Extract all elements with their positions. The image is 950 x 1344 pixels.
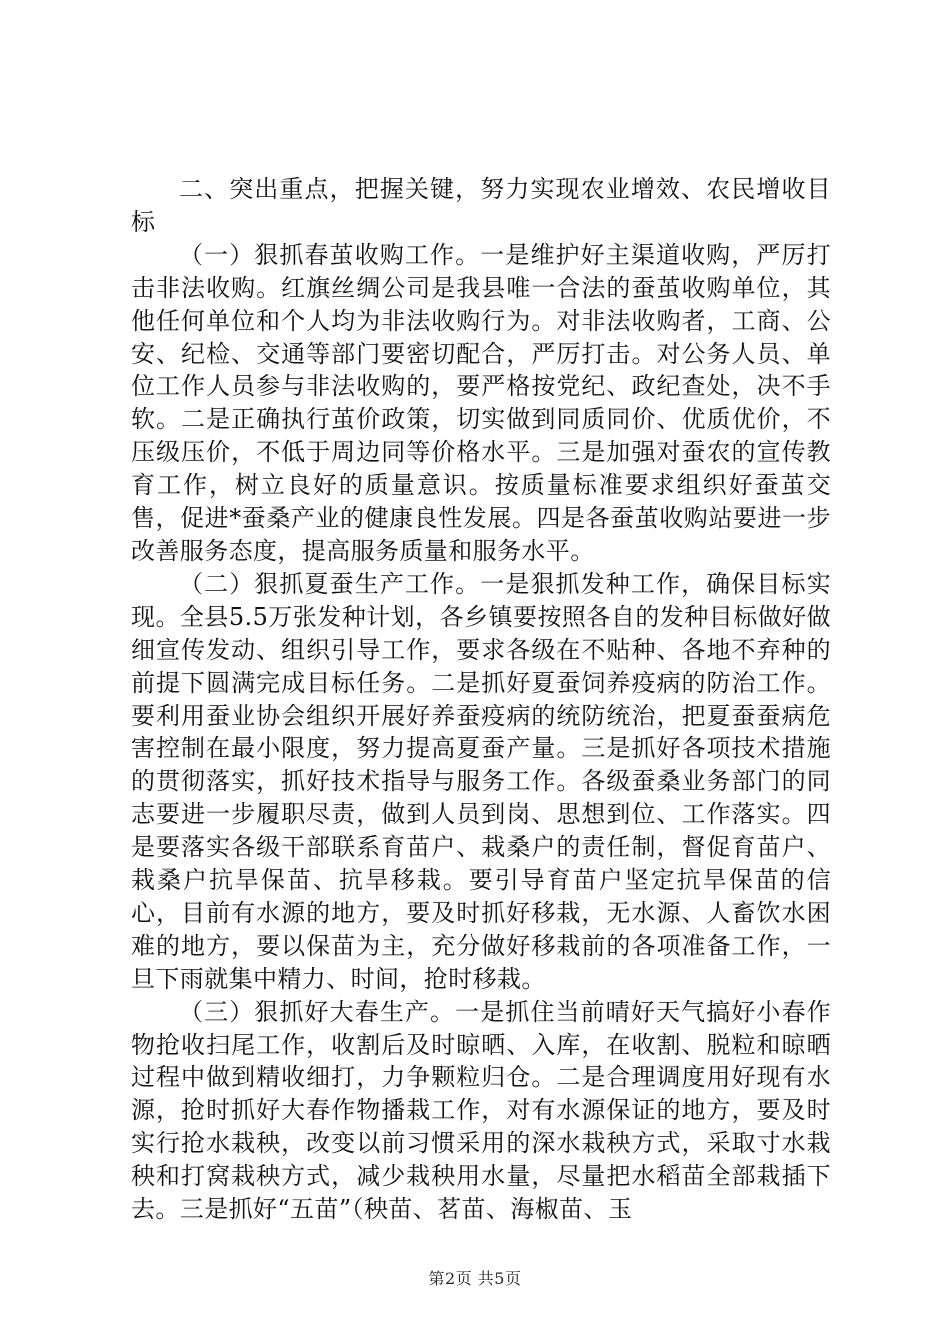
paragraph-spring-cocoon: （一）狠抓春茧收购工作。一是维护好主渠道收购，严厉打击非法收购。红旗丝绸公司是我县唯一合法的蚕茧收购单位，其他任何单位和个人均为非法收购行为。对非法收购者，工商、公安、纪检、交通等部门要密切配合，严厉打击。对公务人员、单位工作人员参与非法收购的，要严格按党纪、政纪查处，决不手软。二是正确执行茧价政策，切实做到同质同价、优质优价，不压级压价，不低于周边同等价格水平。三是加强对蚕农的宣传教育工作，树立良好的质量意识。按质量标准要求组织好蚕茧交售，促进*蚕桑产业的健康良性发展。四是各蚕茧收购站要进一步改善服务态度，提高服务质量和服务水平。 <box>131 240 831 565</box>
document-body <box>131 173 831 1226</box>
paragraph-summer-silkworm: （二）狠抓夏蚕生产工作。一是狠抓发种工作，确保目标实现。全县5.5万张发种计划，各乡镇要按照各自的发种目标做好做细宣传发动、组织引导工作，要求各级在不贴种、各地不弃种的前提下圆满完成目标任务。二是抓好夏蚕饲养疫病的防治工作。要利用蚕业协会组织开展好养蚕疫病的统防统治，把夏蚕蚕病危害控制在最小限度，努力提高夏蚕产量。三是抓好各项技术措施的贯彻落实，抓好技术指导与服务工作。各级蚕桑业务部门的同志要进一步履职尽责，做到人员到岗、思想到位、工作落实。四是要落实各级干部联系育苗户、栽桑户的责任制，督促育苗户、栽桑户抗旱保苗、抗旱移栽。要引导育苗户坚定抗旱保苗的信心，目前有水源的地方，要及时抓好移栽，无水源、人畜饮水困难的地方，要以保苗为主，充分做好移栽前的各项准备工作，一旦下雨就集中精力、时间，抢时移栽。 <box>131 569 831 993</box>
section-heading: 二、突出重点，把握关键，努力实现农业增效、农民增收目标 <box>131 175 831 236</box>
page-indicator: 第2页 共5页 <box>428 1269 522 1288</box>
page-footer <box>0 1268 950 1290</box>
paragraph-spring-crops: （三）狠抓好大春生产。一是抓住当前晴好天气搞好小春作物抢收扫尾工作，收割后及时晾晒、入库，在收割、脱粒和晾晒过程中做到精收细打，力争颗粒归仓。二是合理调度用好现有水源，抢时抓好大春作物播栽工作，对有水源保证的地方，要及时实行抢水栽秧，改变以前习惯采用的深水栽秧方式，采取寸水栽秧和打窝栽秧方式，减少栽秧用水量，尽量把水稻苗全部栽插下去。三是抓好“五苗”（秧苗、茗苗、海椒苗、玉 <box>131 997 831 1224</box>
